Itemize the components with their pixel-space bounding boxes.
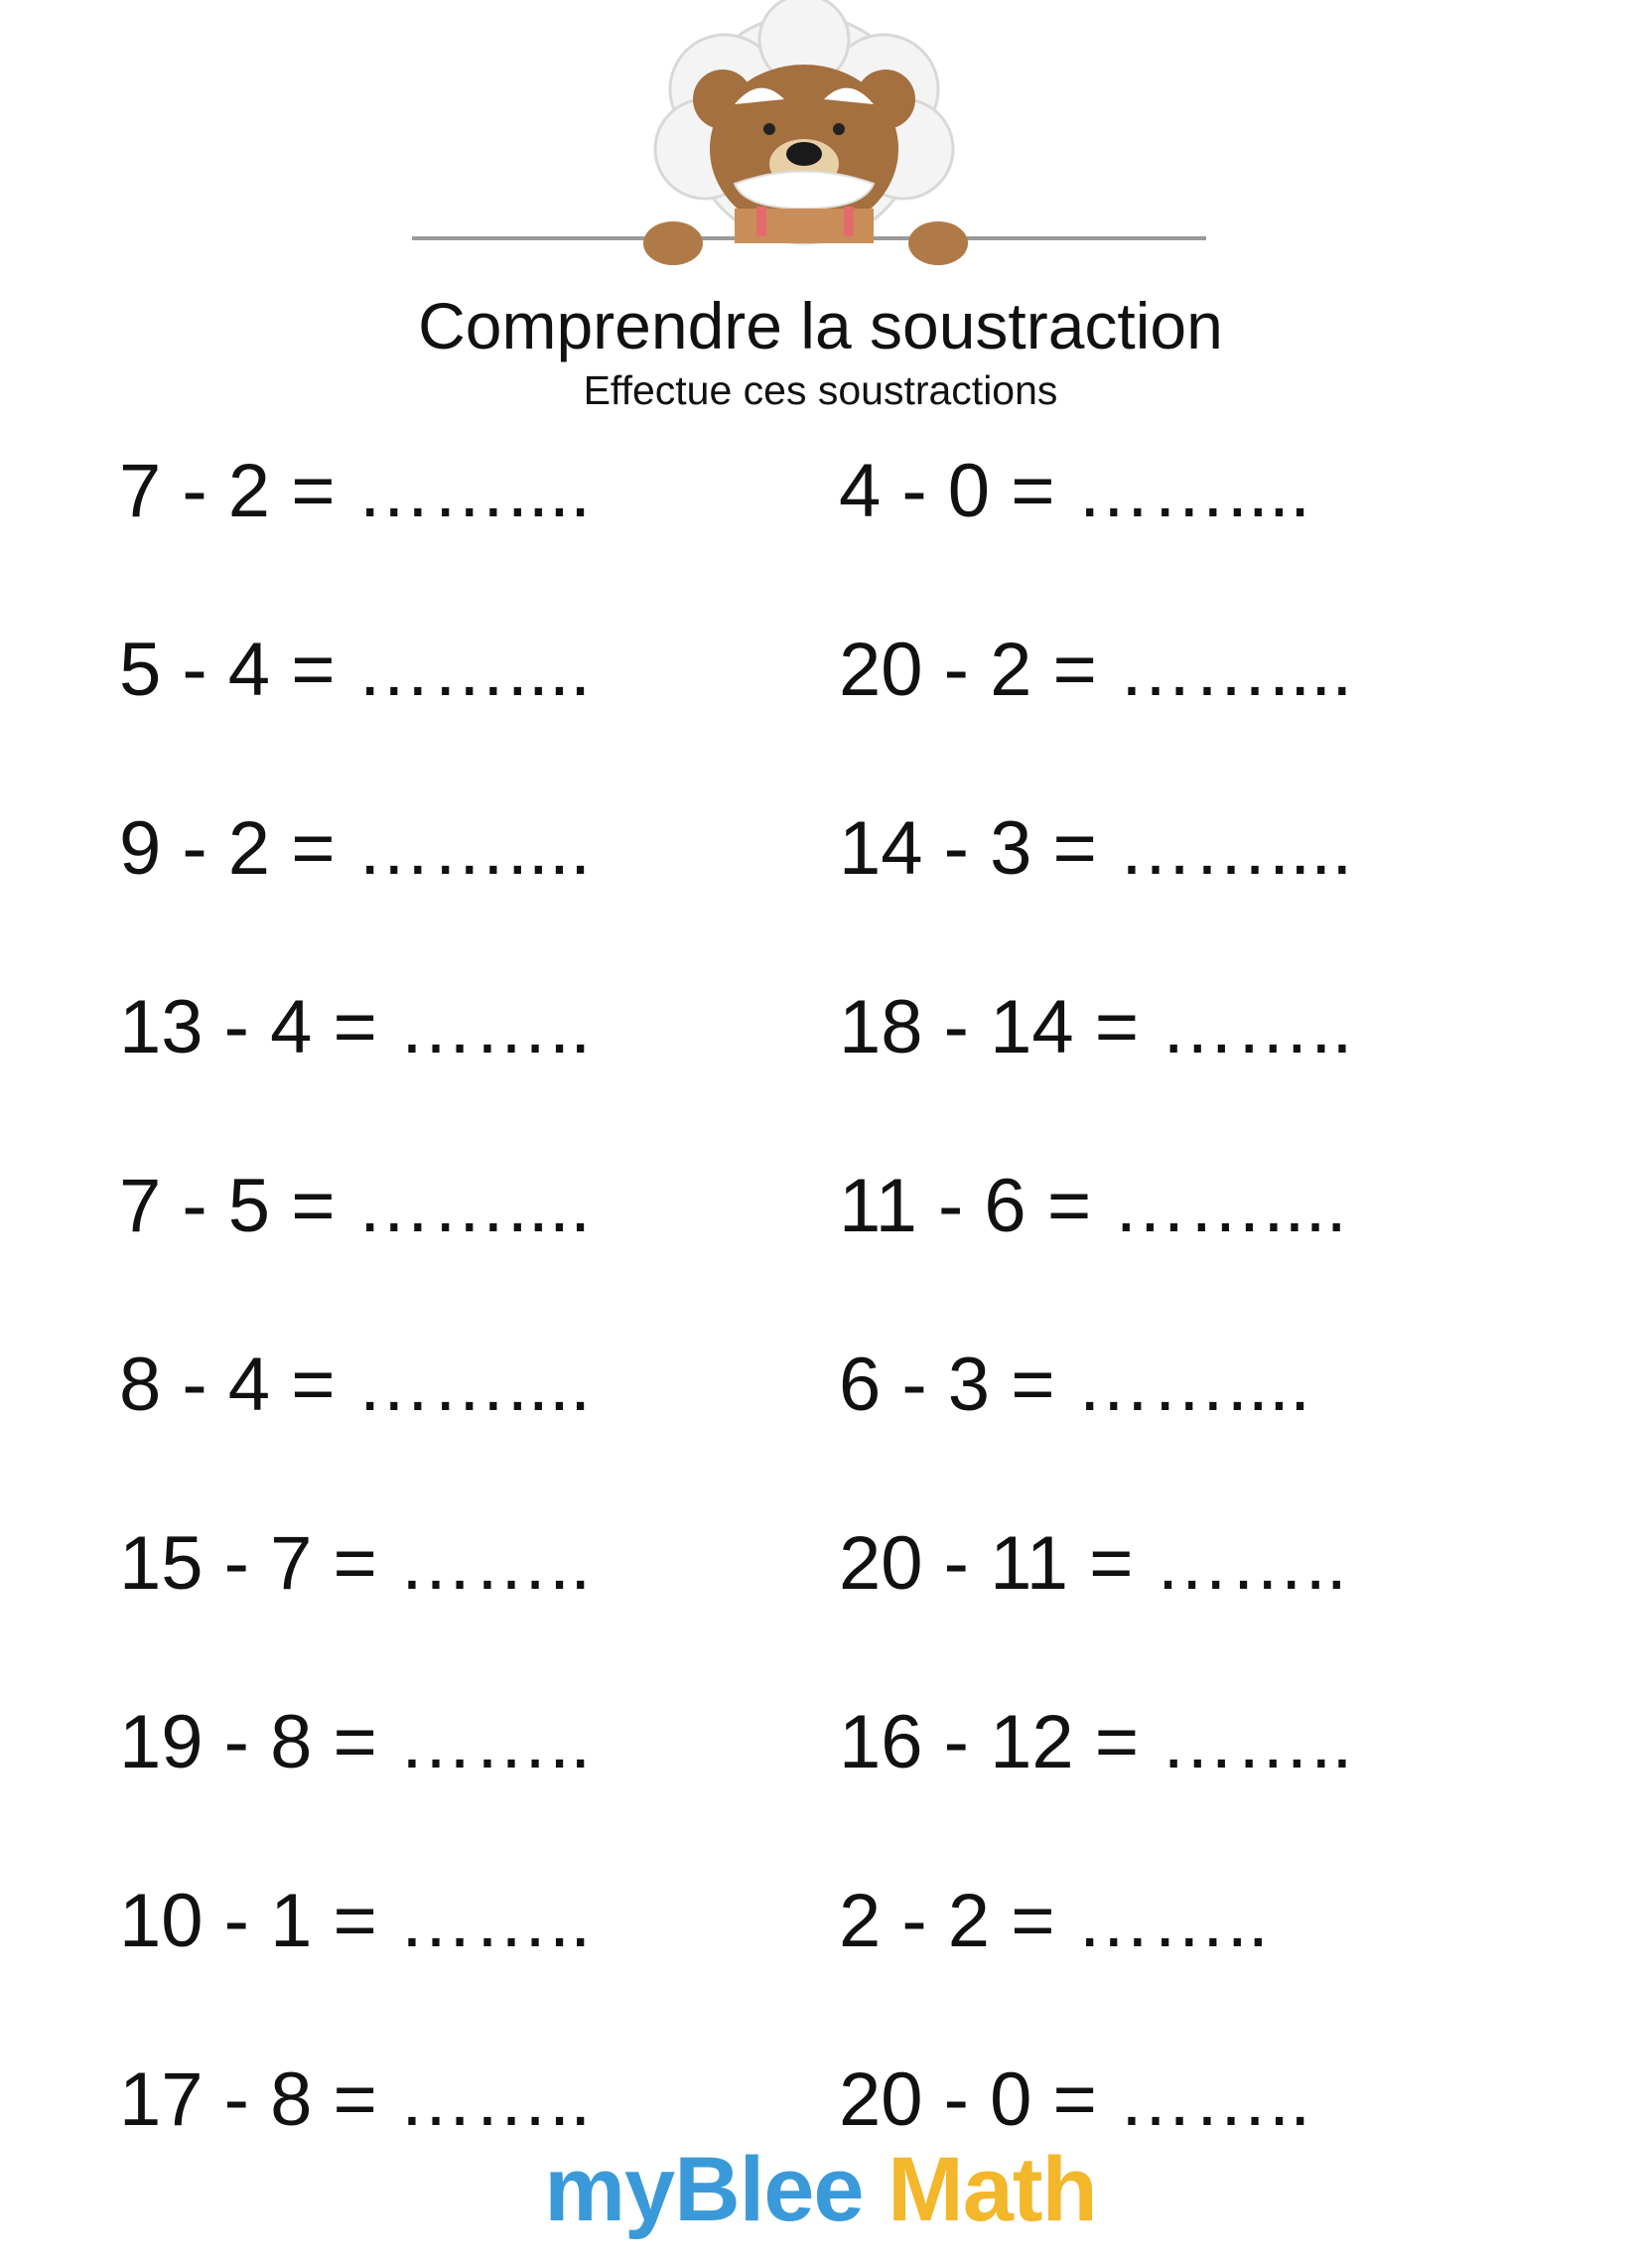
brand-math: Math: [888, 2139, 1097, 2240]
brand-logo: [0, 2135, 1641, 2244]
exercise-right: 14 - 3 = ……....: [839, 806, 1353, 891]
exercise-row: [0, 973, 1641, 1092]
bear-mascot-icon: [407, 0, 1241, 273]
exercise-right: 16 - 12 = ……..: [839, 1700, 1353, 1784]
exercise-right: 2 - 2 = ……..: [839, 1879, 1269, 1963]
exercise-row: [0, 616, 1641, 735]
exercise-right: 11 - 6 = ……....: [839, 1164, 1347, 1248]
exercise-left: 5 - 4 = ……....: [119, 628, 592, 712]
exercise-row: [0, 1152, 1641, 1271]
exercise-row: [0, 1688, 1641, 1807]
page-subtitle: Effectue ces soustractions: [583, 367, 1058, 413]
brand-blee: Blee: [674, 2139, 864, 2240]
brand-my: my: [544, 2139, 675, 2240]
exercise-row: [0, 794, 1641, 914]
exercise-left: 19 - 8 = ……..: [119, 1700, 592, 1784]
exercise-left: 7 - 5 = ……....: [119, 1164, 592, 1248]
exercise-row: [0, 1867, 1641, 1986]
exercise-row: [0, 437, 1641, 556]
exercise-list: [0, 437, 1641, 2145]
exercise-row: [0, 1509, 1641, 1629]
exercise-left: 13 - 4 = ……..: [119, 985, 592, 1069]
exercise-left: 10 - 1 = ……..: [119, 1879, 592, 1963]
exercise-left: 17 - 8 = ……..: [119, 2057, 592, 2142]
exercise-right: 20 - 2 = ……....: [839, 628, 1353, 712]
exercise-left: 15 - 7 = ……..: [119, 1521, 592, 1606]
exercise-left: 8 - 4 = ……....: [119, 1343, 592, 1427]
exercise-row: [0, 1331, 1641, 1450]
exercise-left: 7 - 2 = ……....: [119, 449, 592, 533]
exercise-right: 6 - 3 = ……....: [839, 1343, 1311, 1427]
page-title: Comprendre la soustraction: [418, 289, 1223, 362]
exercise-right: 20 - 11 = ……..: [839, 1521, 1347, 1606]
exercise-right: 18 - 14 = ……..: [839, 985, 1353, 1069]
exercise-left: 9 - 2 = ……....: [119, 806, 592, 891]
exercise-right: 4 - 0 = ……....: [839, 449, 1311, 533]
exercise-right: 20 - 0 = ……..: [839, 2057, 1311, 2142]
